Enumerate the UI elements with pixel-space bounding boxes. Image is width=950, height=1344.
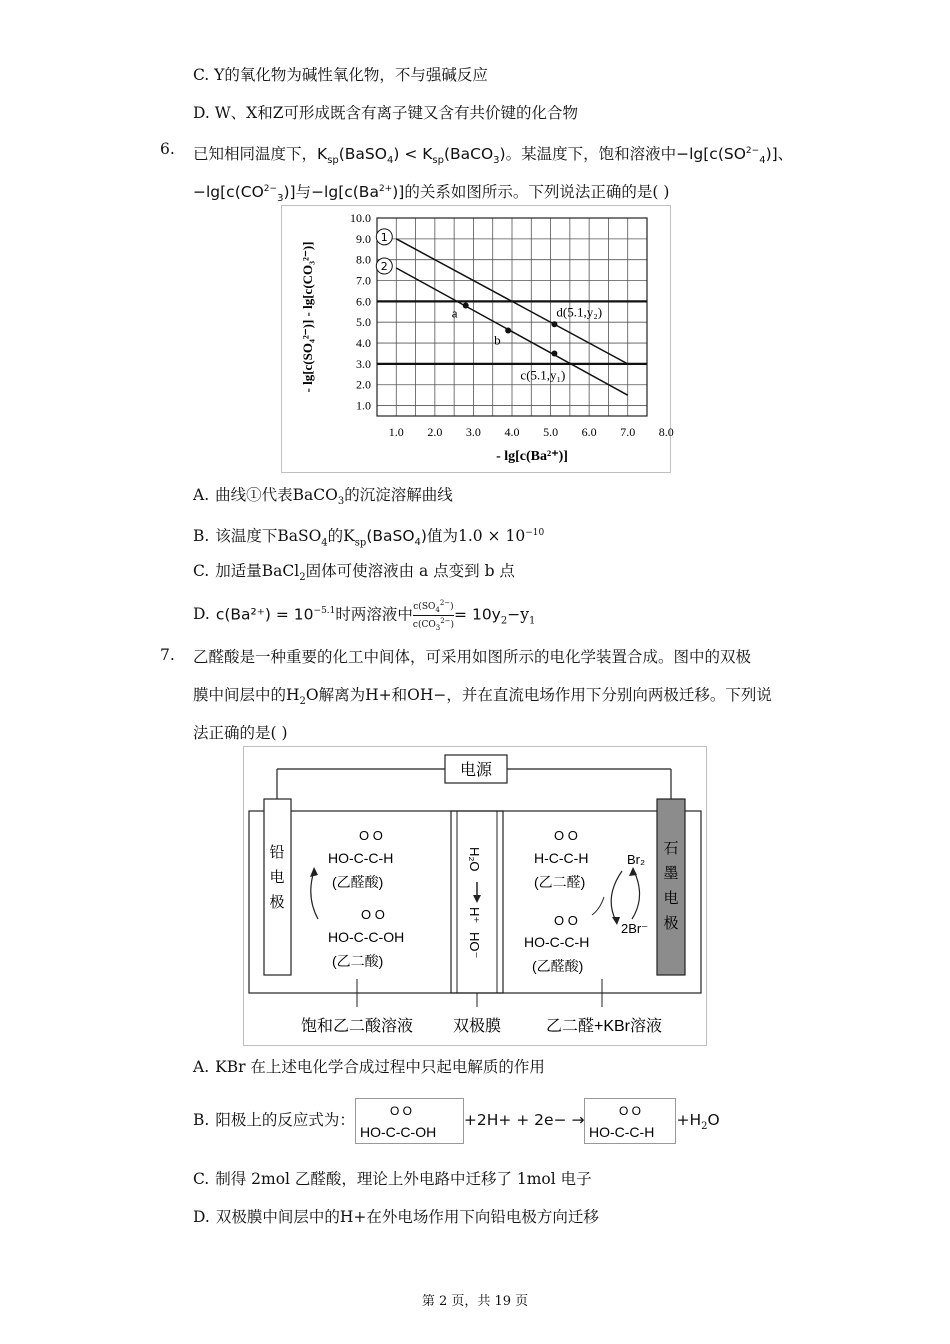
label-right-solution: 乙二醛+KBr溶液 [545,1018,663,1035]
br-cycle-left [611,871,622,921]
power-source-label: 电源 [459,762,493,779]
data-point [505,328,511,334]
q7-line2-a: 膜中间层中的H [193,686,300,704]
graphite-electrode-char-1: 石 [663,840,679,857]
q6-stem-a: 已知相同温度下， [193,145,318,164]
expr-so4: $-\lg[c(SO^{2-}_4)]$、 [676,145,794,167]
membrane-oh-minus: HO⁻ [467,932,482,959]
x-tick-label: 5.0 [543,425,559,439]
left-arrow-head [310,867,318,877]
lead-electrode-char-2: 电 [269,869,285,886]
option-label-a: A. [193,486,210,504]
br-cycle-right-head [629,867,637,876]
membrane-h-plus: H⁺ [467,907,482,924]
q7-line2-b: O解离为H+和OH−，并在直流电场作用下分别向两极迁移。下列说 [305,686,772,704]
q7-option-c [193,1168,592,1190]
q7-option-b: B. 阳极上的反应式为： O O HO-C-C-OH +2H+ + 2e− → O O HO-C-C-H $+H_2O$ [193,1098,720,1146]
q6-opt-b-exp: −10 [525,528,545,538]
q7-stem-line1: 乙醛酸是一种重要的化工中间体，可采用如图所示的电化学装置合成。图中的双极 [193,648,752,666]
q7-opt-b-tail2: O [707,1111,720,1129]
x-axis-label: - lg[c(Ba²⁺)] [496,449,568,464]
q5-option-c: C. Y的氧化物为碱性氧化物，不与强碱反应 [193,66,488,84]
graphite-electrode-char-3: 电 [663,890,679,907]
br-cycle-left-head [612,917,620,925]
lead-electrode-char-1: 铅 [269,844,285,861]
oxalic-box-oo: O O [389,1104,412,1118]
point-label: d(5.1,y₂) [556,304,603,320]
option-label-d: D. [193,605,210,624]
q6-stem-b: 。某温度下，饱和溶液中 [505,145,677,164]
ksp-compare: $K_{sp}(BaSO_4)$ < $K_{sp}(BaCO_3)$ [317,145,506,167]
x-tick-label: 2.0 [427,425,443,439]
electrolysis-diagram [244,747,706,1045]
option-label-c: C. [193,562,210,580]
data-point [551,350,557,356]
option-label-a: A. [193,1058,210,1076]
q6-chart-svg [282,206,674,472]
lead-electrode-char-3: 极 [269,894,285,911]
q6-stem-d: 的关系如图所示。下列说法正确的是( ) [404,183,670,202]
glyoxylic2-name: (乙醛酸) [532,958,584,974]
oxalic-box-formula: HO-C-C-OH [359,1124,437,1140]
y-tick-label: 2.0 [356,377,371,392]
data-point [463,303,469,309]
q7-stem-line3: 法正确的是( ) [193,724,288,742]
y-tick-label: 7.0 [356,273,371,288]
y-tick-label: 1.0 [356,398,371,413]
glyoxylic-name: (乙醛酸) [332,874,384,890]
br-minus-label: 2Br⁻ [621,921,649,936]
oxalic-acid-structure-box [355,1098,464,1144]
x-tick-label: 1.0 [388,425,404,439]
glyoxylic-acid-structure-box [584,1098,676,1144]
q6-option-b: B. 该温度下BaSO$_4$的$K_{sp}(BaSO_4)$值为$1.0 \times 10^{-10}$ [193,527,545,549]
glyoxylic2-oo: O O [554,913,578,928]
product-arrow [592,897,604,915]
left-arrow-curve [311,871,318,919]
q7-stem-line2: 膜中间层中的$H_2O$解离为H+和OH−，并在直流电场作用下分别向两极迁移。下列说 [193,686,772,708]
series-name-1: 1 [380,230,388,244]
glyoxal-name: (乙二醛) [534,874,586,890]
q6-option-d: D. $c(Ba^{2+}) = 10^{-5.1}$时两溶液中 $\frac{c(SO_4^{2-})}{c(CO_3^{2-})}$ = $10y_2-y_1$ [193,599,536,632]
q6-option-a: A. 曲线①代表BaCO$_3$的沉淀溶解曲线 [193,486,453,508]
br2-label: Br₂ [627,852,646,867]
label-membrane: 双极膜 [452,1018,502,1035]
option-label-b: B. [193,527,210,546]
q6-opt-b-tail: 值为1.0 × 10 [426,527,526,546]
glyoxylic-structure: HO-C-C-H [328,850,394,866]
oxalic-name: (乙二酸) [332,953,384,969]
glyoxylic-box-formula: HO-C-C-H [589,1124,655,1140]
q6-opt-b-mid: 的K [327,527,355,546]
y-tick-label: 4.0 [356,336,371,351]
q6-opt-d-exp: −5.1 [313,606,336,617]
x-tick-label: 3.0 [465,425,481,439]
q7-option-d [193,1206,599,1228]
graphite-electrode-char-4: 极 [663,915,679,932]
y-tick-label: 10.0 [350,211,371,225]
point-label: b [494,332,501,348]
q6-opt-b-pre: 该温度下BaSO [215,527,322,546]
q7-opt-a-text: KBr 在上述电化学合成过程中只起电解质的作用 [215,1058,545,1076]
q7-number: 7. [160,646,175,664]
fraction: $\frac{c(SO_4^{2-})}{c(CO_3^{2-})}$ [412,599,455,632]
page-footer: 第 2 页，共 19 页 [421,1294,529,1309]
y-tick-label: 6.0 [356,294,371,309]
graphite-electrode [657,799,685,975]
graphite-electrode-char-2: 墨 [663,865,679,882]
q6-chart [281,205,674,473]
glyoxal-structure: H-C-C-H [534,850,589,866]
membrane-arrow-head [473,895,481,903]
q6-opt-d-tail: = 10y [454,605,501,624]
q6-number: 6. [160,140,175,158]
y-axis-label: - lg[c(SO₄²⁻)] - lg[c(CO₃²⁻)] [300,241,315,393]
q6-opt-a-text: 曲线①代表BaCO [215,486,338,504]
oxalic-structure: HO-C-C-OH [328,929,405,945]
glyoxal-oo: O O [554,828,578,843]
glyoxylic2-structure: HO-C-C-H [524,934,590,950]
point-label: a [451,305,458,321]
q6-opt-c-text: 加适量BaCl [215,562,300,580]
glyoxylic-oo: O O [359,828,383,843]
q6-stem-c: 与 [295,183,312,202]
q6-stem-line1 [193,140,793,172]
point-label: c(5.1,y₁) [520,367,566,383]
y-tick-label: 8.0 [356,252,371,267]
q6-option-c: C. 加适量BaCl$_2$固体可使溶液由 a 点变到 b 点 [193,562,515,584]
y-tick-label: 9.0 [356,231,371,246]
q6-opt-d-pre: c(Ba²⁺) = 10 [215,605,314,624]
tank [249,811,701,993]
y-tick-label: 3.0 [356,356,371,371]
x-tick-label: 7.0 [620,425,636,439]
series-name-2: 2 [380,260,388,274]
x-tick-label: 8.0 [658,425,674,439]
q5-option-d: D. W、X和Z可形成既含有离子键又含有共价键的化合物 [193,104,578,122]
br-cycle-right [632,871,640,919]
lead-electrode [264,799,291,975]
membrane-h2o: H₂O [467,847,482,872]
q7-figure [243,746,707,1046]
data-point [551,321,557,327]
x-tick-label: 4.0 [504,425,520,439]
expr-ba: $-\lg[c(Ba^{2+})]$ [311,183,405,202]
q6-opt-c-tail: 固体可使溶液由 a 点变到 b 点 [305,562,515,580]
option-label-b: B. [193,1111,210,1129]
q6-opt-a-tail: 的沉淀溶解曲线 [344,486,453,504]
q7-opt-b-tail: +H [676,1111,702,1129]
q7-opt-b-mid: +2H+ + 2e− → [463,1111,585,1129]
y-tick-label: 5.0 [356,315,371,330]
q6-opt-d-mid: 时两溶液中 [335,605,413,624]
q7-opt-b-pre: 阳极上的反应式为： [215,1111,355,1129]
q7-opt-d-text: 双极膜中间层中的H+在外电场作用下向铅电极方向迁移 [215,1208,599,1226]
x-tick-label: 6.0 [581,425,597,439]
oxalic-oo: O O [361,907,385,922]
glyoxylic-box-oo: O O [619,1104,642,1118]
option-label-c: C. [193,1170,210,1188]
expr-co3: $-\lg[c(CO^{2-}_3)]$ [193,183,296,205]
label-left-solution: 饱和乙二酸溶液 [300,1018,414,1035]
q7-opt-c-text: 制得 2mol 乙醛酸，理论上外电路中迁移了 1mol 电子 [215,1170,592,1188]
q7-option-a [193,1056,545,1078]
option-label-d: D. [193,1208,210,1226]
